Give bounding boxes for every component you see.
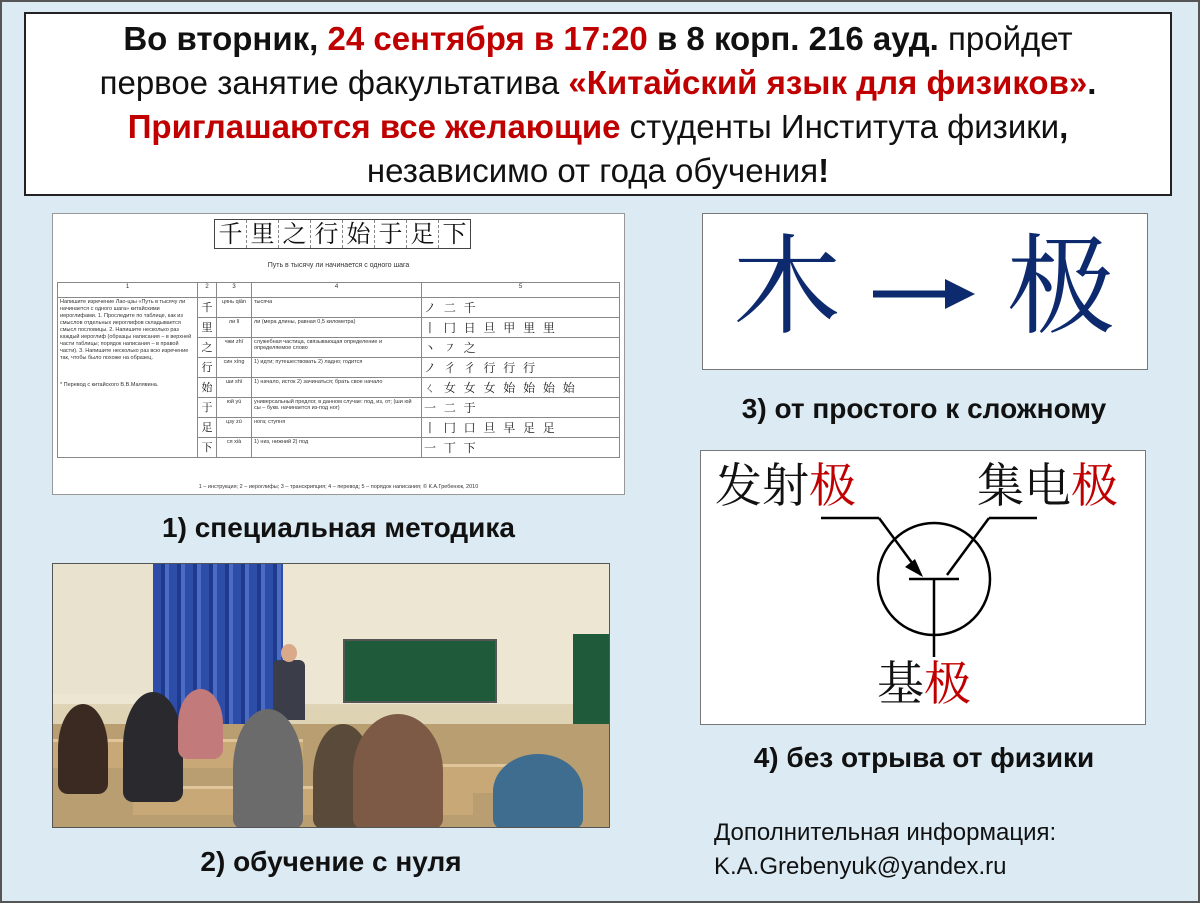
contact-info [714, 816, 1056, 884]
announcement-line-3 [26, 105, 1170, 149]
cell-meaning: ли (мера длины, равная 0,5 километра) [252, 318, 422, 338]
emitter-text: 发射 [715, 459, 809, 514]
announcement-date: 24 сентября в 17:20 [327, 20, 648, 57]
caption-from-scratch: 2) обучение с нуля [200, 846, 462, 877]
announcement-text: первое занятие факультатива [99, 64, 569, 101]
column-header: 3 [217, 283, 252, 298]
column-header: 5 [422, 283, 620, 298]
photo-student [58, 704, 108, 794]
cell-char: 于 [198, 398, 217, 418]
announcement-room: в 8 корп. 216 ауд. [647, 20, 939, 57]
column-header: 4 [252, 283, 422, 298]
announcement-day: Во вторник, [123, 20, 328, 57]
cell-char: 足 [198, 418, 217, 438]
complex-character: 极 [1007, 225, 1116, 350]
cell-char: 里 [198, 318, 217, 338]
cell-char: 行 [198, 358, 217, 378]
announcement-line-1 [26, 17, 1170, 61]
hanzi-cell: 下 [442, 220, 467, 248]
cell-strokes: 一 二 于 [422, 398, 620, 418]
simple-character: 木 [733, 225, 842, 350]
worksheet-table [57, 282, 620, 458]
base-text: 基 [877, 657, 924, 712]
cell-char: 千 [198, 298, 217, 318]
cell-strokes: 丨 冂 口 旦 早 足 足 [422, 418, 620, 438]
cell-char: 下 [198, 438, 217, 458]
hanzi-cell: 于 [375, 220, 407, 248]
instruction-cell [58, 298, 198, 458]
photo-student [178, 689, 223, 759]
cell-meaning: тысяча [252, 298, 422, 318]
hanzi-cell: 行 [311, 220, 343, 248]
cell-strokes: ㄑ 女 女 女 始 始 始 始 [422, 378, 620, 398]
photo-student [233, 709, 303, 828]
worksheet-table-body [58, 298, 620, 458]
photo-blackboard-right [573, 634, 610, 724]
announcement-text: пройдет [938, 20, 1073, 57]
cell-strokes: 一 丅 下 [422, 438, 620, 458]
worksheet-footer: 1 – инструкция; 2 – иероглифы; 3 – транскрипция; 4 – перевод; 5 – порядок написания; © К.А.Гребенюк, 2010 [198, 484, 479, 490]
hanzi-cell: 千 [215, 220, 247, 248]
photo-student [123, 692, 183, 802]
emitter-pole-char: 极 [809, 459, 856, 514]
collector-label [977, 459, 1118, 515]
cell-meaning: универсальный предлог, в данном случае: под, из, от; (ши юй сы – букв. начинается из-под ног) [252, 398, 422, 418]
base-pole-char: 极 [924, 657, 971, 712]
collector-pole-char: 极 [1071, 459, 1118, 514]
worksheet-subtitle: Путь в тысячу ли начинается с одного шага [267, 262, 410, 269]
simple-to-complex-panel [702, 213, 1148, 370]
caption-simple-to-complex: 3) от простого к сложному [741, 393, 1107, 424]
hanzi-cell: 之 [279, 220, 311, 248]
cell-meaning: 1) идти; путешествовать 2) ладно; годится [252, 358, 422, 378]
hanzi-cell: 足 [407, 220, 439, 248]
announcement-box [24, 12, 1172, 196]
collector-text: 集电 [977, 459, 1071, 514]
cell-meaning: 1) низ, нижний 2) под [252, 438, 422, 458]
cell-meaning: нога; ступня [252, 418, 422, 438]
cell-char: 始 [198, 378, 217, 398]
cell-meaning: 1) начало, исток 2) зачинаться; брать свое начало [252, 378, 422, 398]
table-row [58, 298, 620, 318]
hanzi-cell: 始 [343, 220, 375, 248]
contact-email-link[interactable]: K.A.Grebenyuk@yandex.ru [714, 853, 1007, 880]
worksheet-image [52, 213, 625, 495]
announcement-text: ! [818, 152, 830, 189]
base-label [877, 657, 971, 713]
instruction-text: Напишите изречение Лао-цзы «Путь в тысячу ли начинается с одного шага» китайскими иероглифами. 1. Проследите по таблице, как из смыслов отдельных иероглифов складывается смысл пословицы. 2. Напишите несколько раз каждый иероглиф (образцы написания – в верхней части таблицы; порядок написания – в правой части). 3. Напишите несколько раз всю изречение так, чтобы было похоже на образец. [60, 299, 192, 361]
cell-strokes: ノ 二 千 [422, 298, 620, 318]
photo-window-left [53, 564, 153, 694]
cell-pinyin: ли lǐ [217, 318, 252, 338]
translator-note: * Перевод с китайского В.В.Малявина. [60, 382, 159, 388]
cell-pinyin: син xíng [217, 358, 252, 378]
announcement-line-4 [26, 149, 1170, 193]
proverb-hanzi-row [214, 219, 471, 249]
cell-strokes: ノ 彳 彳 行 行 行 [422, 358, 620, 378]
announcement-text: . [1087, 64, 1097, 101]
photo-student [493, 754, 583, 828]
cell-pinyin: юй yú [217, 398, 252, 418]
announcement-text: независимо от года обучения [366, 152, 819, 189]
emitter-label [715, 459, 856, 515]
caption-physics: 4) без отрыва от физики [753, 742, 1095, 773]
cell-meaning: служебная частица, связывающая определение и определяемое слово [252, 338, 422, 358]
cell-pinyin: цзу zú [217, 418, 252, 438]
photo-blue-curtain [153, 564, 283, 724]
announcement-text: , [1059, 108, 1069, 145]
transistor-panel [700, 450, 1146, 725]
contact-label: Дополнительная информация: [714, 819, 1057, 846]
right-arrow-icon [869, 274, 979, 314]
cell-strokes: 丨 冂 日 旦 甲 里 里 [422, 318, 620, 338]
announcement-text: студенты Института физики [620, 108, 1060, 145]
cell-pinyin: ши shǐ [217, 378, 252, 398]
cell-char: 之 [198, 338, 217, 358]
cell-pinyin: цянь qiān [217, 298, 252, 318]
cell-pinyin: чжи zhī [217, 338, 252, 358]
photo-student [353, 714, 443, 828]
classroom-photo [52, 563, 610, 828]
cell-pinyin: ся xià [217, 438, 252, 458]
photo-blackboard [343, 639, 497, 703]
table-header-row [58, 283, 620, 298]
course-title: «Китайский язык для физиков» [568, 64, 1088, 101]
photo-teacher-head [281, 644, 297, 662]
cell-strokes: 丶 ㇇ 之 [422, 338, 620, 358]
invitation-text: Приглашаются все желающие [127, 108, 621, 145]
column-header: 1 [58, 283, 198, 298]
hanzi-cell: 里 [247, 220, 279, 248]
column-header: 2 [198, 283, 217, 298]
announcement-line-2 [26, 61, 1170, 105]
caption-methodology: 1) специальная методика [162, 512, 515, 543]
